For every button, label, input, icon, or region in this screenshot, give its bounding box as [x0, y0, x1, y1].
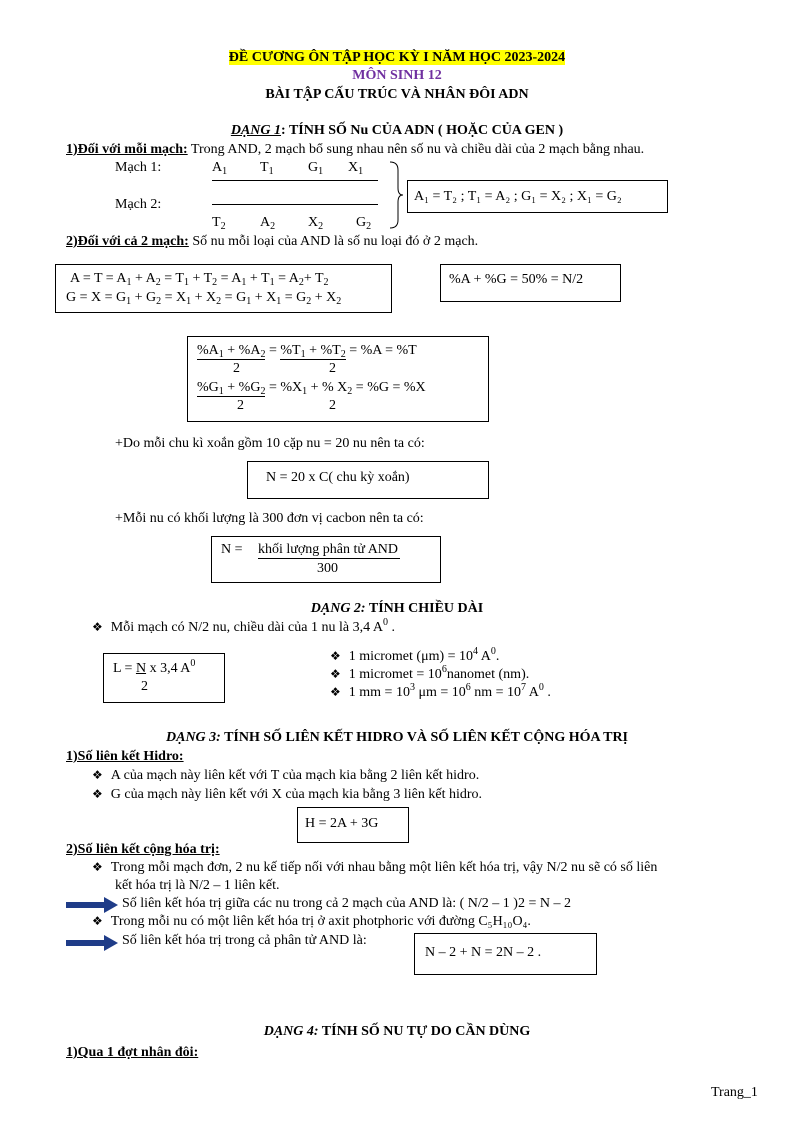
bullet-diamond-icon: ❖ [92, 914, 103, 928]
bullet-diamond-icon: ❖ [92, 620, 103, 634]
formula-percent-a-den: 2 [233, 361, 240, 376]
doc-title: ĐỀ CƯƠNG ÔN TẬP HỌC KỲ I NĂM HỌC 2023-2024 [228, 50, 566, 65]
mass-text: +Mỗi nu có khối lượng là 300 đơn vị cacbon nên ta có: [115, 511, 424, 526]
doc-topic: BÀI TẬP CẤU TRÚC VÀ NHÂN ĐÔI ADN [265, 87, 529, 102]
dang2-heading: DẠNG 2: TÍNH CHIỀU DÀI [310, 601, 484, 616]
dang2-bullet: ❖ Mỗi mạch có N/2 nu, chiều dài của 1 nu là 3,4 $A^0$ . [92, 617, 395, 635]
formula-percent-g-den2: 2 [329, 398, 336, 413]
covalent-result-2: Số liên kết hóa trị trong cả phân tử AND là: [122, 933, 367, 948]
unit-2: ❖ 1 micromet = $10^6nanomet$ (nm). [330, 664, 530, 682]
complement-rule: A₁ = T₂ ; T₁ = A₂ ; G₁ = X₂ ; X₁ = G₂ [414, 189, 622, 204]
bullet-diamond-icon: ❖ [330, 667, 341, 681]
dang3-heading: DẠNG 3: TÍNH SỐ LIÊN KẾT HIDRO VÀ SỐ LIÊN KẾT CỘNG HÓA TRỊ [166, 730, 628, 745]
formula-at: $A = T = A_1 + A_2 = T_1 + T_2 = A_1 + T_1 = A_2+ T_2$ [70, 271, 329, 288]
covalent-formula: N – 2 + N = 2N – 2 . [425, 945, 542, 960]
bullet-diamond-icon: ❖ [330, 649, 341, 663]
formula-percent-g: $\%G_1 + \%G_2 = \%X_1$ + % $X_2 = \%G = \%X$ [197, 380, 426, 397]
formula-percent-a: $\%A_1 + \%A_2 = \%T_1 + \%T_2 = \%A = \%T$ [197, 343, 417, 360]
bullet-diamond-icon: ❖ [92, 787, 103, 801]
length-formula: L = N x 3,4 $A^0$ [113, 658, 196, 676]
page-number: Trang_1 [711, 1085, 758, 1100]
mach2-nucleotides: $T_2$ $A_2$ $X_2$ $G_2$ [212, 215, 372, 232]
mach1-nucleotides: $A_1$ $T_1$ $G_1$ $X_1$ [212, 160, 364, 177]
mach2-strand [212, 204, 378, 205]
unit-1: ❖ 1 micromet $(\mu m) = 10^4$ $A^0$. [330, 646, 500, 664]
dang3-section1: 1)Số liên kết Hidro: [66, 749, 184, 764]
helix-formula: N = 20 x C( chu kỳ xoắn) [266, 470, 410, 485]
bullet-diamond-icon: ❖ [92, 768, 103, 782]
hydro-formula: H = 2A + 3G [305, 816, 379, 831]
dang3-section2: 2)Số liên kết cộng hóa trị: [66, 842, 220, 857]
length-formula-den: 2 [141, 679, 148, 694]
unit-3: ❖ 1 mm = $10^3$ $\mu m = 10^6$ nm = $10^7$ $A^0$ . [330, 682, 551, 700]
covalent-bullet-1-cont: kết hóa trị là N/2 – 1 liên kết. [115, 878, 280, 893]
mass-formula-num: khối lượng phân tử AND [258, 542, 399, 557]
covalent-result-1: Số liên kết hóa trị giữa các nu trong cả 2 mạch của AND là: ( N/2 – 1 )2 = N – 2 [122, 896, 571, 911]
formula-percent-g-den: 2 [237, 398, 244, 413]
mass-formula-lhs: N = [221, 542, 243, 557]
formula-gx: $G = X = G_1 + G_2 = X_1 + X_2 = G_1 + X_1 = G_2 + X_2$ [66, 290, 342, 307]
hydro-bullet-1: ❖ A của mạch này liên kết với T của mạch kia bằng 2 liên kết hidro. [92, 768, 480, 783]
hydro-bullet-2: ❖ G của mạch này liên kết với X của mạch kia bằng 3 liên kết hidro. [92, 787, 483, 802]
dang4-heading: DẠNG 4: TÍNH SỐ NU TỰ DO CẦN DÙNG [263, 1024, 531, 1039]
dang1-section1: 1)Đối với mỗi mạch: Trong AND, 2 mạch bổ sung nhau nên số nu và chiều dài của 2 mạch bằng nhau. [66, 142, 645, 157]
mach1-strand [212, 180, 378, 181]
arrow-right-icon [66, 897, 118, 913]
mach2-label: Mạch 2: [115, 197, 162, 212]
dang1-section2: 2)Đối với cả 2 mạch: Số nu mỗi loại của AND là số nu loại đó ở 2 mạch. [66, 234, 479, 249]
dang4-section1: 1)Qua 1 đợt nhân đôi: [66, 1045, 199, 1060]
mass-formula-den: 300 [317, 561, 338, 576]
dang1-heading: DẠNG 1: TÍNH SỐ Nu CỦA ADN ( HOẶC CỦA GEN ) [230, 123, 564, 138]
mach1-label: Mạch 1: [115, 160, 162, 175]
doc-subject: MÔN SINH 12 [352, 68, 442, 83]
helix-text: +Do mỗi chu kì xoắn gồm 10 cặp nu = 20 nu nên ta có: [115, 436, 425, 451]
arrow-right-icon [66, 935, 118, 951]
covalent-bullet-1: ❖ Trong mỗi mạch đơn, 2 nu kế tiếp nối với nhau bằng một liên kết hóa trị, vậy N/2 nu sẽ có số liên [92, 860, 658, 875]
brace-icon [388, 160, 404, 230]
formula-percent-sum: %A + %G = 50% = N/2 [449, 272, 584, 287]
covalent-bullet-2: ❖ Trong mỗi nu có một liên kết hóa trị ở axit photphoric với đường C₅H₁₀O₄. [92, 914, 531, 929]
bullet-diamond-icon: ❖ [92, 860, 103, 874]
bullet-diamond-icon: ❖ [330, 685, 341, 699]
formula-percent-a-den2: 2 [329, 361, 336, 376]
